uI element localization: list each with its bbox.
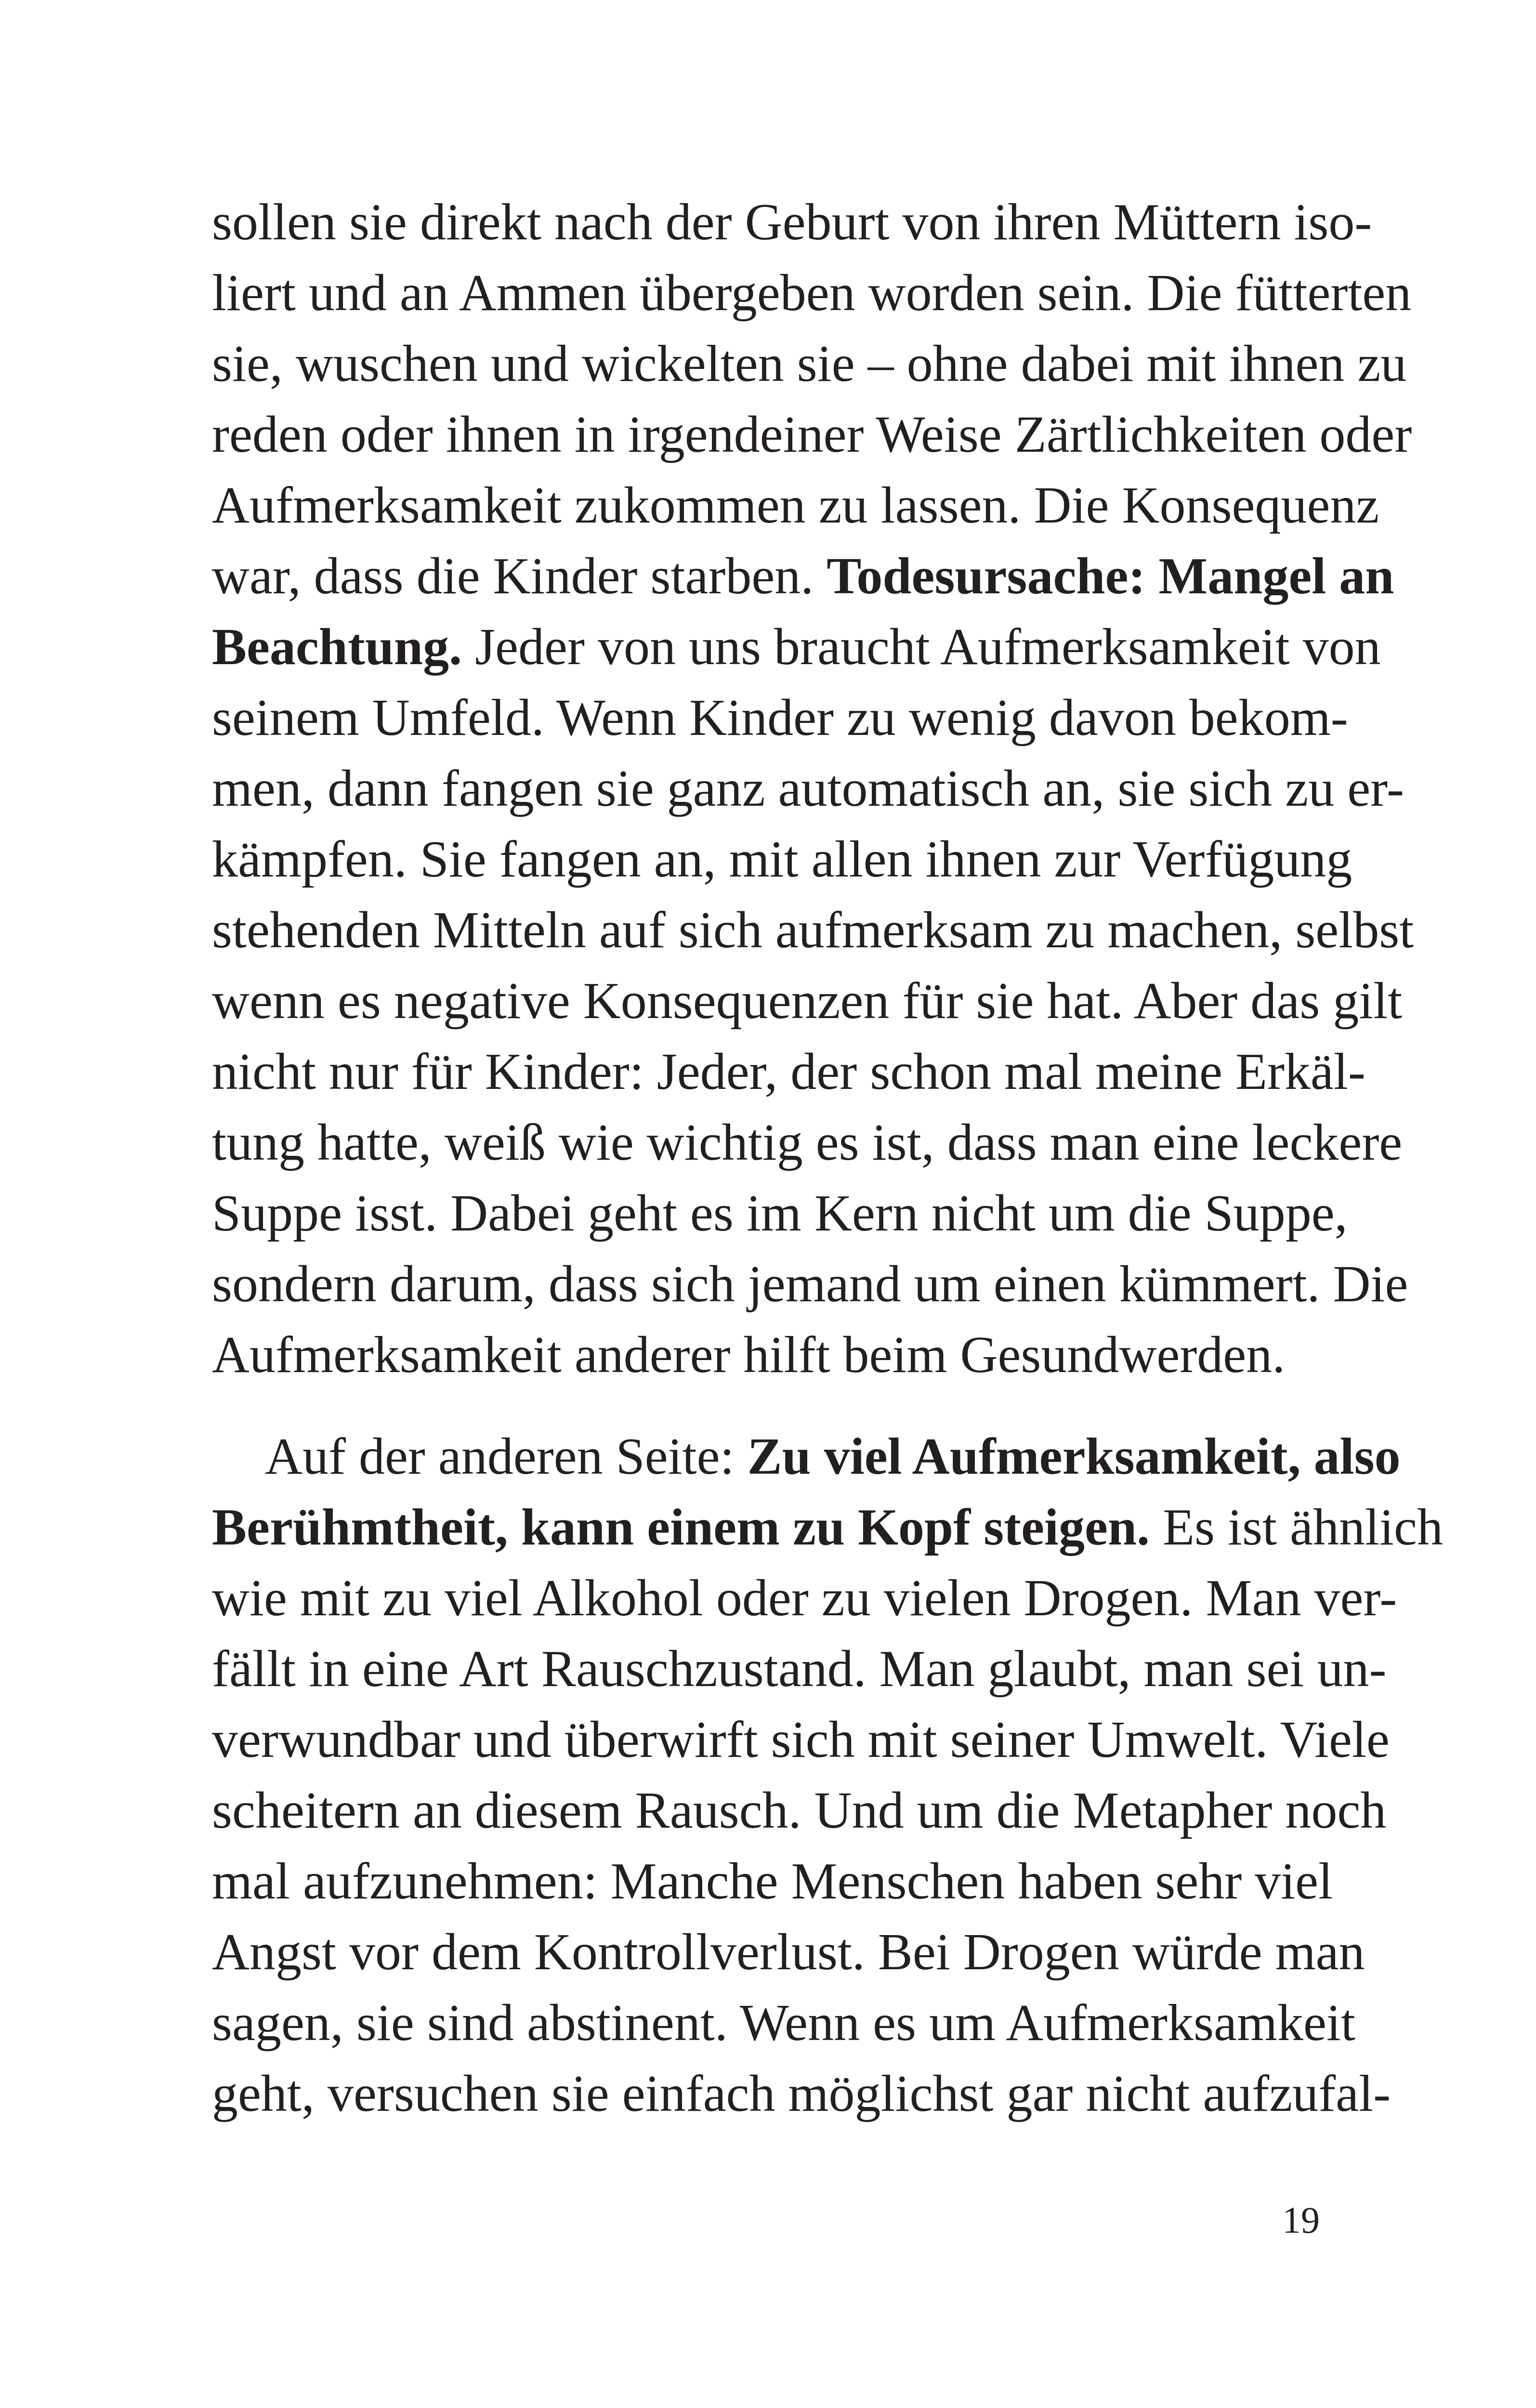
text-line: [212, 187, 1372, 258]
text-line: [212, 1563, 1397, 1634]
text-segment: Suppe isst. Dabei geht es im Kern nicht um die Suppe,: [212, 1185, 1348, 1242]
text-segment: wenn es negative Konsequenzen für sie hat. Aber das gilt: [212, 972, 1403, 1030]
text-segment: Aufmerksamkeit zukommen zu lassen. Die Konsequenz: [212, 477, 1379, 534]
text-line: [212, 2058, 1391, 2129]
text-segment: liert und an Ammen übergeben worden sein. Die fütterten: [212, 264, 1412, 322]
text-segment: Jeder von uns braucht Aufmerksamkeit von: [462, 618, 1381, 676]
text-segment: Aufmerksamkeit anderer hilft beim Gesundwerden.: [212, 1326, 1286, 1384]
text-segment: wie mit zu viel Alkohol oder zu vielen Drogen. Man ver-: [212, 1570, 1397, 1627]
text-segment: sagen, sie sind abstinent. Wenn es um Aufmerksamkeit: [212, 1994, 1355, 2052]
text-line: [212, 1107, 1403, 1178]
text-segment: men, dann fangen sie ganz automatisch an, sie sich zu er-: [212, 760, 1404, 817]
bold-text: Beachtung.: [212, 618, 462, 676]
text-line: [212, 470, 1379, 541]
text-segment: war, dass die Kinder starben.: [212, 548, 827, 605]
text-line: [212, 1249, 1408, 1320]
text-line: [212, 1704, 1390, 1775]
text-line: [212, 399, 1412, 470]
text-segment: stehenden Mitteln auf sich aufmerksam zu machen, selbst: [212, 902, 1414, 959]
text-line: [212, 1775, 1387, 1846]
text-segment: Es ist ähnlich: [1150, 1499, 1443, 1556]
text-line: [212, 895, 1414, 966]
text-line: [212, 966, 1403, 1036]
text-line: [212, 328, 1407, 399]
bold-text: Berühmtheit, kann einem zu Kopf steigen.: [212, 1499, 1150, 1556]
text-segment: Angst vor dem Kontrollverlust. Bei Drogen würde man: [212, 1924, 1365, 1981]
text-segment: reden oder ihnen in irgendeiner Weise Zärtlichkeiten oder: [212, 406, 1412, 463]
text-line: [212, 258, 1412, 328]
text-line: [212, 1178, 1348, 1249]
text-segment: sollen sie direkt nach der Geburt von ihren Müttern iso-: [212, 194, 1372, 251]
text-line: [212, 682, 1348, 753]
text-line: [212, 1421, 1401, 1492]
bold-text: Todesursache: Mangel an: [827, 548, 1394, 605]
text-line: [212, 824, 1352, 895]
text-segment: fällt in eine Art Rauschzustand. Man glaubt, man sei un-: [212, 1640, 1387, 1698]
text-segment: mal aufzunehmen: Manche Menschen haben sehr viel: [212, 1853, 1333, 1910]
text-line: [212, 612, 1381, 682]
text-segment: tung hatte, weiß wie wichtig es ist, dass man eine leckere: [212, 1114, 1403, 1171]
text-line: [212, 1988, 1355, 2058]
text-segment: sie, wuschen und wickelten sie – ohne dabei mit ihnen zu: [212, 335, 1407, 393]
text-segment: kämpfen. Sie fangen an, mit allen ihnen zur Verfügung: [212, 831, 1352, 888]
text-line: [212, 541, 1394, 612]
text-line: [212, 1634, 1387, 1704]
text-line: [212, 1036, 1365, 1107]
bold-text: Zu viel Aufmerksamkeit, also: [747, 1428, 1401, 1485]
paragraph-gap: [212, 1390, 1320, 1421]
text-segment: scheitern an diesem Rausch. Und um die Metapher noch: [212, 1782, 1387, 1839]
text-segment: nicht nur für Kinder: Jeder, der schon mal meine Erkäl-: [212, 1043, 1365, 1100]
text-segment: Auf der anderen Seite:: [265, 1428, 748, 1485]
text-line: [212, 1492, 1443, 1563]
text-segment: seinem Umfeld. Wenn Kinder zu wenig davon bekom-: [212, 689, 1348, 746]
text-segment: verwundbar und überwirft sich mit seiner Umwelt. Viele: [212, 1711, 1390, 1768]
page-number: 19: [1282, 2199, 1320, 2241]
paragraph: [212, 1421, 1443, 2129]
paragraph: [212, 187, 1414, 1390]
text-segment: sondern darum, dass sich jemand um einen kümmert. Die: [212, 1256, 1408, 1313]
text-line: [212, 1917, 1365, 1988]
text-line: [212, 1846, 1333, 1917]
text-segment: geht, versuchen sie einfach möglichst gar nicht aufzufal-: [212, 2065, 1391, 2122]
text-line: [212, 1320, 1320, 1390]
body-text: [212, 187, 1443, 2129]
text-line: [212, 753, 1404, 824]
